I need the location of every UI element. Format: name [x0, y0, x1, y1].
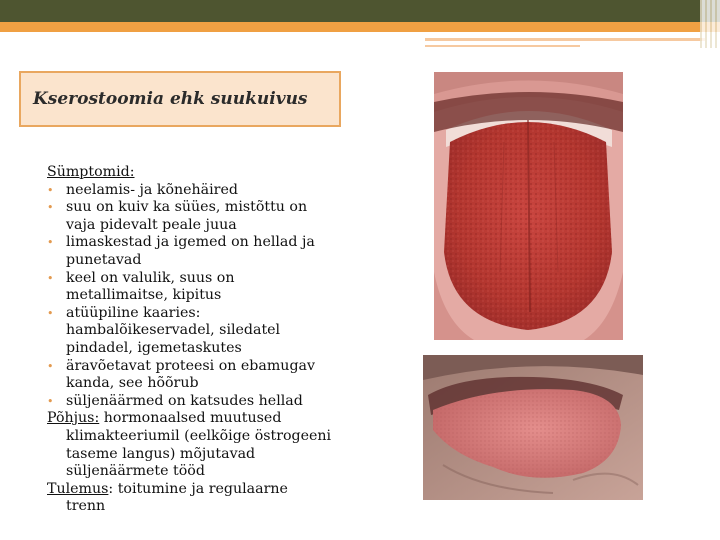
body-text	[47, 164, 377, 516]
symptom-item	[47, 199, 377, 234]
symptom-line: atüüpiline kaaries:	[66, 304, 201, 321]
symptom-line: süljenäärmed on katsudes hellad	[66, 392, 303, 409]
symptom-line: vaja pidevalt peale juua	[66, 216, 237, 233]
top-bar	[0, 0, 720, 22]
slide-title: Kserostoomia ehk suukuivus	[33, 89, 308, 109]
edge-decoration	[700, 0, 720, 48]
symptom-line: kanda, see hõõrub	[66, 375, 199, 392]
symptom-item	[47, 305, 377, 358]
symptom-line: metallimaitse, kipitus	[66, 287, 222, 304]
cause-text: hormonaalsed muutused	[99, 410, 282, 427]
symptom-item	[47, 182, 377, 200]
symptom-line: hambalõikeservadel, siledatel	[66, 322, 281, 339]
symptom-line: keel on valulik, suus on	[66, 269, 235, 286]
accent-bar	[0, 22, 720, 32]
cause-text: taseme langus) mõjutavad	[66, 445, 256, 462]
bullet-icon: •	[47, 183, 54, 197]
bullet-icon: •	[47, 271, 54, 285]
symptom-line: suu on kuiv ka süües, mistõttu on	[66, 199, 308, 216]
symptom-line: neelamis- ja kõnehäired	[66, 181, 238, 198]
symptom-line: äravõetavat proteesi on ebamugav	[66, 357, 315, 374]
tongue-front-illustration	[434, 72, 623, 340]
accent-line	[425, 38, 705, 41]
cause-text: klimakteeriumil (eelkõige östrogeeni	[66, 427, 332, 444]
symptom-item	[47, 270, 377, 305]
symptom-item	[47, 393, 377, 411]
bullet-icon: •	[47, 306, 54, 320]
cause-label: Põhjus:	[47, 410, 100, 427]
accent-line-short	[425, 45, 580, 47]
symptoms-heading: Sümptomid:	[47, 164, 135, 180]
symptom-line: limaskestad ja igemed on hellad ja	[66, 234, 315, 251]
treatment-text: : toitumine ja regulaarne	[108, 480, 288, 497]
tongue-photo-front	[434, 72, 623, 340]
treatment-line	[47, 481, 377, 499]
symptom-item	[47, 358, 377, 393]
bullet-icon: •	[47, 201, 54, 215]
title-box	[19, 71, 341, 127]
symptom-line: pindadel, igemetaskutes	[66, 339, 242, 356]
symptom-item	[47, 234, 377, 269]
tongue-photo-side	[423, 355, 643, 500]
bullet-icon: •	[47, 394, 54, 408]
cause-line	[47, 410, 377, 428]
symptom-line: punetavad	[66, 251, 142, 268]
bullet-icon: •	[47, 359, 54, 373]
cause-text: süljenäärmete tööd	[66, 463, 205, 480]
treatment-label: Tulemus	[47, 480, 109, 497]
bullet-icon: •	[47, 236, 54, 250]
treatment-text: trenn	[66, 498, 106, 515]
tongue-side-illustration	[423, 355, 643, 500]
